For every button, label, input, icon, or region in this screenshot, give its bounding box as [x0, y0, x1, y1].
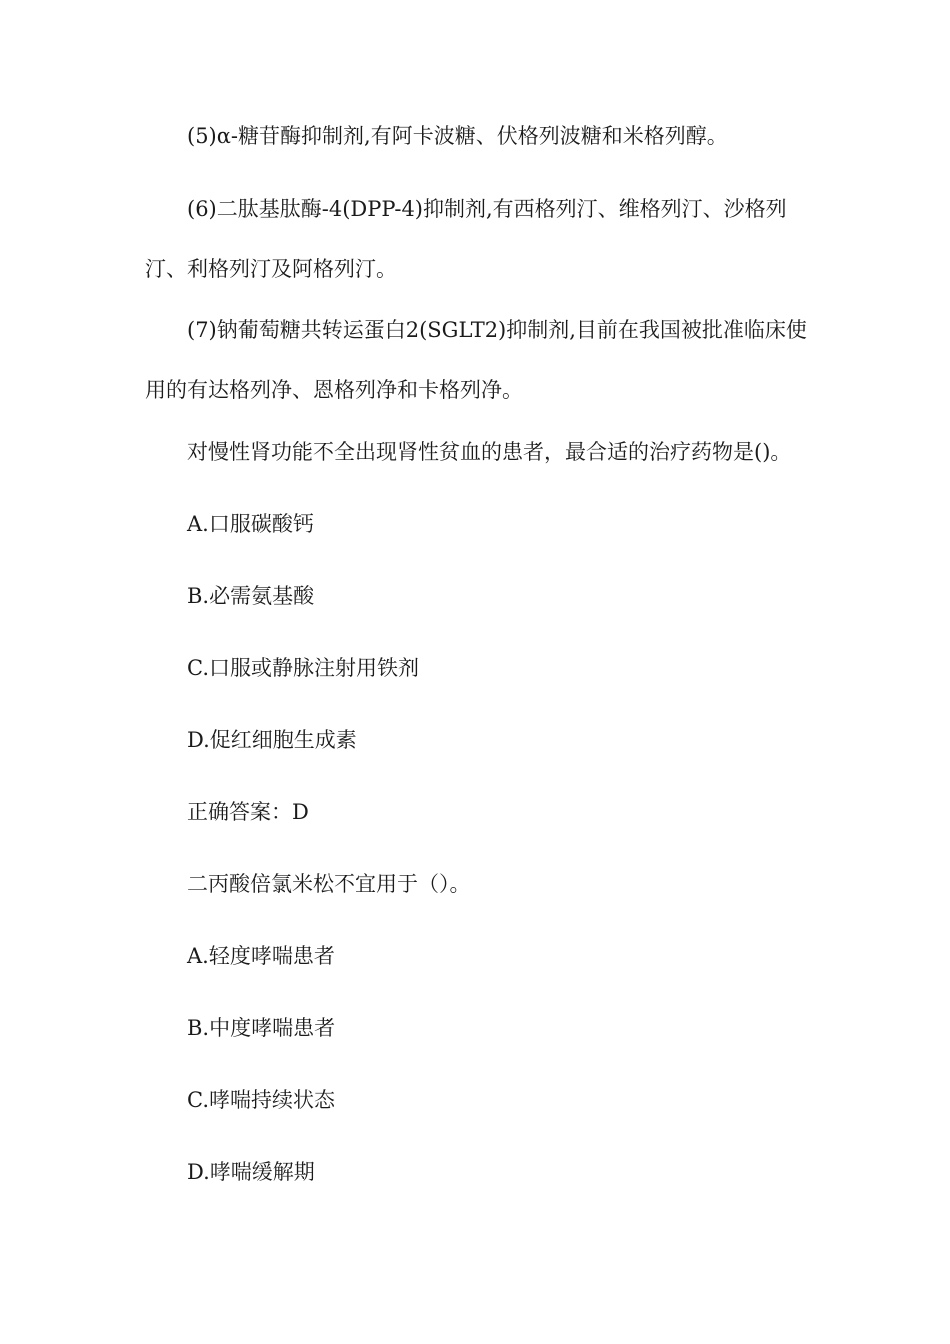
question-1-option-d: D.促红细胞生成素: [187, 728, 357, 752]
paragraph-dpp4: (6)二肽基肽酶-4(DPP-4)抑制剂,有西格列汀、维格列汀、沙格列汀、利格列汀及阿格列汀。: [145, 197, 787, 281]
question-2-stem: 二丙酸倍氯米松不宜用于（）。: [187, 872, 471, 896]
question-2-option-c: C.哮喘持续状态: [187, 1088, 335, 1112]
question-1-answer: 正确答案：D: [187, 800, 309, 824]
paragraph-sglt2: (7)钠葡萄糖共转运蛋白2(SGLT2)抑制剂,目前在我国被批准临床使用的有达格列净、恩格列净和卡格列净。: [145, 318, 807, 402]
question-1-option-b: B.必需氨基酸: [187, 584, 315, 608]
question-2-option-b: B.中度哮喘患者: [187, 1016, 336, 1040]
question-1-option-a: A.口服碳酸钙: [187, 512, 314, 536]
question-1-option-c: C.口服或静脉注射用铁剂: [187, 656, 419, 680]
question-1-stem: 对慢性肾功能不全出现肾性贫血的患者，最合适的治疗药物是()。: [187, 440, 792, 464]
question-2-option-a: A.轻度哮喘患者: [187, 944, 335, 968]
question-2-option-d: D.哮喘缓解期: [187, 1160, 315, 1184]
paragraph-alpha-glucosidase: (5)α-糖苷酶抑制剂,有阿卡波糖、伏格列波糖和米格列醇。: [187, 124, 728, 148]
